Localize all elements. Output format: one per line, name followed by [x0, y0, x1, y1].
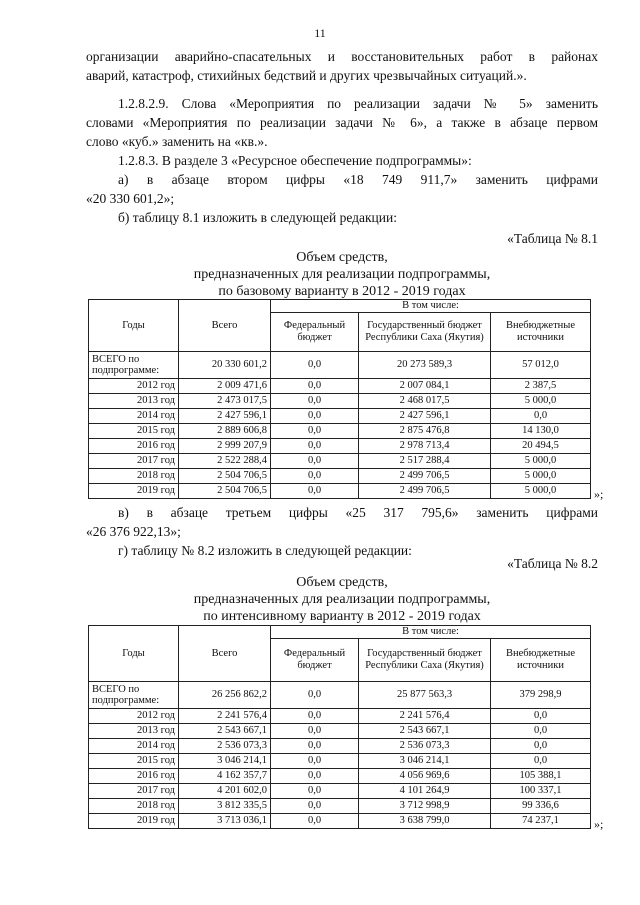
paragraph-line: 1.2.8.2.9. Слова «Мероприятия по реализации задачи № 5» заменить — [118, 96, 598, 111]
row-federal: 0,0 — [271, 682, 359, 709]
header-including: В том числе: — [271, 300, 591, 313]
table-row — [89, 379, 591, 394]
paragraph-line: а) в абзаце втором цифры «18 749 911,7» заменить цифрами — [118, 172, 598, 187]
page-number: 11 — [314, 26, 326, 40]
row-year: 2013 год — [89, 394, 179, 409]
row-extra: 379 298,9 — [491, 682, 591, 709]
row-state: 3 712 998,9 — [359, 799, 491, 814]
row-state: 4 101 264,9 — [359, 784, 491, 799]
row-federal: 0,0 — [271, 484, 359, 499]
row-total: 2 889 606,8 — [179, 424, 271, 439]
row-extra: 14 130,0 — [491, 424, 591, 439]
table-row — [89, 739, 591, 754]
row-state: 2 499 706,5 — [359, 469, 491, 484]
table2-title-line: по интенсивному варианту в 2012 - 2019 годах — [203, 609, 481, 624]
paragraph-line: «26 376 922,13»; — [86, 524, 181, 539]
row-year: 2017 год — [89, 784, 179, 799]
row-federal: 0,0 — [271, 724, 359, 739]
row-extra: 5 000,0 — [491, 484, 591, 499]
row-federal: 0,0 — [271, 739, 359, 754]
row-extra: 2 387,5 — [491, 379, 591, 394]
table-row — [89, 352, 591, 379]
table-row — [89, 454, 591, 469]
header-state: Государственный бюджет Республики Саха (Якутия) — [359, 639, 491, 682]
row-state: 2 241 576,4 — [359, 709, 491, 724]
table-row — [89, 709, 591, 724]
table-row — [89, 754, 591, 769]
row-state: 2 007 084,1 — [359, 379, 491, 394]
row-extra: 0,0 — [491, 724, 591, 739]
row-year: 2015 год — [89, 424, 179, 439]
row-total: 2 504 706,5 — [179, 469, 271, 484]
table-caption: «Таблица № 8.2 — [507, 556, 598, 571]
table-row — [89, 439, 591, 454]
row-year: 2018 год — [89, 469, 179, 484]
table2-closing-quote: »; — [594, 817, 604, 831]
row-total: 2 473 017,5 — [179, 394, 271, 409]
row-state: 2 427 596,1 — [359, 409, 491, 424]
row-federal: 0,0 — [271, 784, 359, 799]
table-row — [89, 409, 591, 424]
row-federal: 0,0 — [271, 439, 359, 454]
table1-title-line: Объем средств, — [296, 250, 388, 265]
table-row — [89, 394, 591, 409]
row-total: 2 241 576,4 — [179, 709, 271, 724]
row-extra: 5 000,0 — [491, 454, 591, 469]
row-year: 2015 год — [89, 754, 179, 769]
row-federal: 0,0 — [271, 379, 359, 394]
row-federal: 0,0 — [271, 454, 359, 469]
paragraph-line: словами «Мероприятия по реализации задачи № 6», а также в абзаце первом — [86, 115, 598, 130]
row-federal: 0,0 — [271, 769, 359, 784]
table-row — [89, 469, 591, 484]
row-total: 2 536 073,3 — [179, 739, 271, 754]
row-total: 20 330 601,2 — [179, 352, 271, 379]
row-federal: 0,0 — [271, 754, 359, 769]
header-years: Годы — [89, 626, 179, 682]
row-federal: 0,0 — [271, 814, 359, 829]
paragraph-line: организации аварийно-спасательных и восстановительных работ в районах — [86, 49, 598, 64]
row-year: 2017 год — [89, 454, 179, 469]
row-total: 2 504 706,5 — [179, 484, 271, 499]
table-row — [89, 724, 591, 739]
row-total: 3 046 214,1 — [179, 754, 271, 769]
row-state: 2 536 073,3 — [359, 739, 491, 754]
row-extra: 74 237,1 — [491, 814, 591, 829]
row-year: 2012 год — [89, 709, 179, 724]
funding-table-intensive — [88, 625, 591, 829]
row-year: 2016 год — [89, 769, 179, 784]
row-extra: 5 000,0 — [491, 469, 591, 484]
row-total: 3 713 036,1 — [179, 814, 271, 829]
row-year: 2014 год — [89, 739, 179, 754]
row-total: 2 543 667,1 — [179, 724, 271, 739]
row-extra: 5 000,0 — [491, 394, 591, 409]
row-state: 2 978 713,4 — [359, 439, 491, 454]
table2-title-line: предназначенных для реализации подпрограммы, — [193, 592, 491, 607]
row-state: 2 875 476,8 — [359, 424, 491, 439]
header-state: Государственный бюджет Республики Саха (Якутия) — [359, 313, 491, 352]
header-extra: Внебюджетные источники — [491, 639, 591, 682]
row-extra: 0,0 — [491, 409, 591, 424]
row-extra: 100 337,1 — [491, 784, 591, 799]
row-extra: 99 336,6 — [491, 799, 591, 814]
paragraph-line: слово «куб.» заменить на «кв.». — [86, 134, 268, 149]
table-row — [89, 484, 591, 499]
row-state: 2 468 017,5 — [359, 394, 491, 409]
table-row — [89, 784, 591, 799]
table-row — [89, 769, 591, 784]
paragraph-line: «20 330 601,2»; — [86, 191, 175, 206]
row-federal: 0,0 — [271, 709, 359, 724]
header-years: Годы — [89, 300, 179, 352]
funding-table-base — [88, 299, 591, 499]
row-total: 3 812 335,5 — [179, 799, 271, 814]
paragraph-line: б) таблицу 8.1 изложить в следующей редакции: — [118, 210, 397, 225]
header-total: Всего — [179, 300, 271, 352]
table2-title-line: Объем средств, — [296, 575, 388, 590]
row-total: 2 427 596,1 — [179, 409, 271, 424]
table-row — [89, 799, 591, 814]
row-total: 2 009 471,6 — [179, 379, 271, 394]
row-total: 2 522 288,4 — [179, 454, 271, 469]
table-row — [89, 682, 591, 709]
table-row — [89, 814, 591, 829]
row-year: 2014 год — [89, 409, 179, 424]
row-federal: 0,0 — [271, 352, 359, 379]
row-federal: 0,0 — [271, 469, 359, 484]
row-year: 2019 год — [89, 484, 179, 499]
row-year: 2012 год — [89, 379, 179, 394]
row-state: 4 056 969,6 — [359, 769, 491, 784]
row-year: ВСЕГО по подпрограмме: — [89, 682, 179, 709]
row-year: 2018 год — [89, 799, 179, 814]
row-total: 4 162 357,7 — [179, 769, 271, 784]
row-state: 2 499 706,5 — [359, 484, 491, 499]
row-state: 25 877 563,3 — [359, 682, 491, 709]
row-total: 4 201 602,0 — [179, 784, 271, 799]
paragraph-line: аварий, катастроф, стихийных бедствий и других чрезвычайных ситуаций.». — [86, 68, 527, 83]
row-year: 2016 год — [89, 439, 179, 454]
table1-title-line: по базовому варианту в 2012 - 2019 годах — [218, 284, 466, 299]
row-state: 2 517 288,4 — [359, 454, 491, 469]
row-federal: 0,0 — [271, 409, 359, 424]
row-extra: 105 388,1 — [491, 769, 591, 784]
paragraph-line: г) таблицу № 8.2 изложить в следующей редакции: — [118, 543, 412, 558]
paragraph-line: в) в абзаце третьем цифры «25 317 795,6» заменить цифрами — [118, 505, 598, 520]
table1-title-line: предназначенных для реализации подпрограммы, — [193, 267, 491, 282]
row-year: 2013 год — [89, 724, 179, 739]
table-caption: «Таблица № 8.1 — [507, 231, 598, 246]
row-extra: 0,0 — [491, 754, 591, 769]
row-federal: 0,0 — [271, 424, 359, 439]
row-extra: 20 494,5 — [491, 439, 591, 454]
row-year: ВСЕГО по подпрограмме: — [89, 352, 179, 379]
row-total: 2 999 207,9 — [179, 439, 271, 454]
row-total: 26 256 862,2 — [179, 682, 271, 709]
table-row — [89, 424, 591, 439]
table1-closing-quote: »; — [594, 487, 604, 501]
row-state: 3 638 799,0 — [359, 814, 491, 829]
row-federal: 0,0 — [271, 799, 359, 814]
row-extra: 57 012,0 — [491, 352, 591, 379]
header-federal: Федеральный бюджет — [271, 313, 359, 352]
row-extra: 0,0 — [491, 739, 591, 754]
row-state: 3 046 214,1 — [359, 754, 491, 769]
row-federal: 0,0 — [271, 394, 359, 409]
header-federal: Федеральный бюджет — [271, 639, 359, 682]
header-total: Всего — [179, 626, 271, 682]
row-state: 20 273 589,3 — [359, 352, 491, 379]
row-state: 2 543 667,1 — [359, 724, 491, 739]
row-extra: 0,0 — [491, 709, 591, 724]
paragraph-line: 1.2.8.3. В разделе 3 «Ресурсное обеспечение подпрограммы»: — [118, 153, 472, 168]
header-including: В том числе: — [271, 626, 591, 639]
row-year: 2019 год — [89, 814, 179, 829]
header-extra: Внебюджетные источники — [491, 313, 591, 352]
